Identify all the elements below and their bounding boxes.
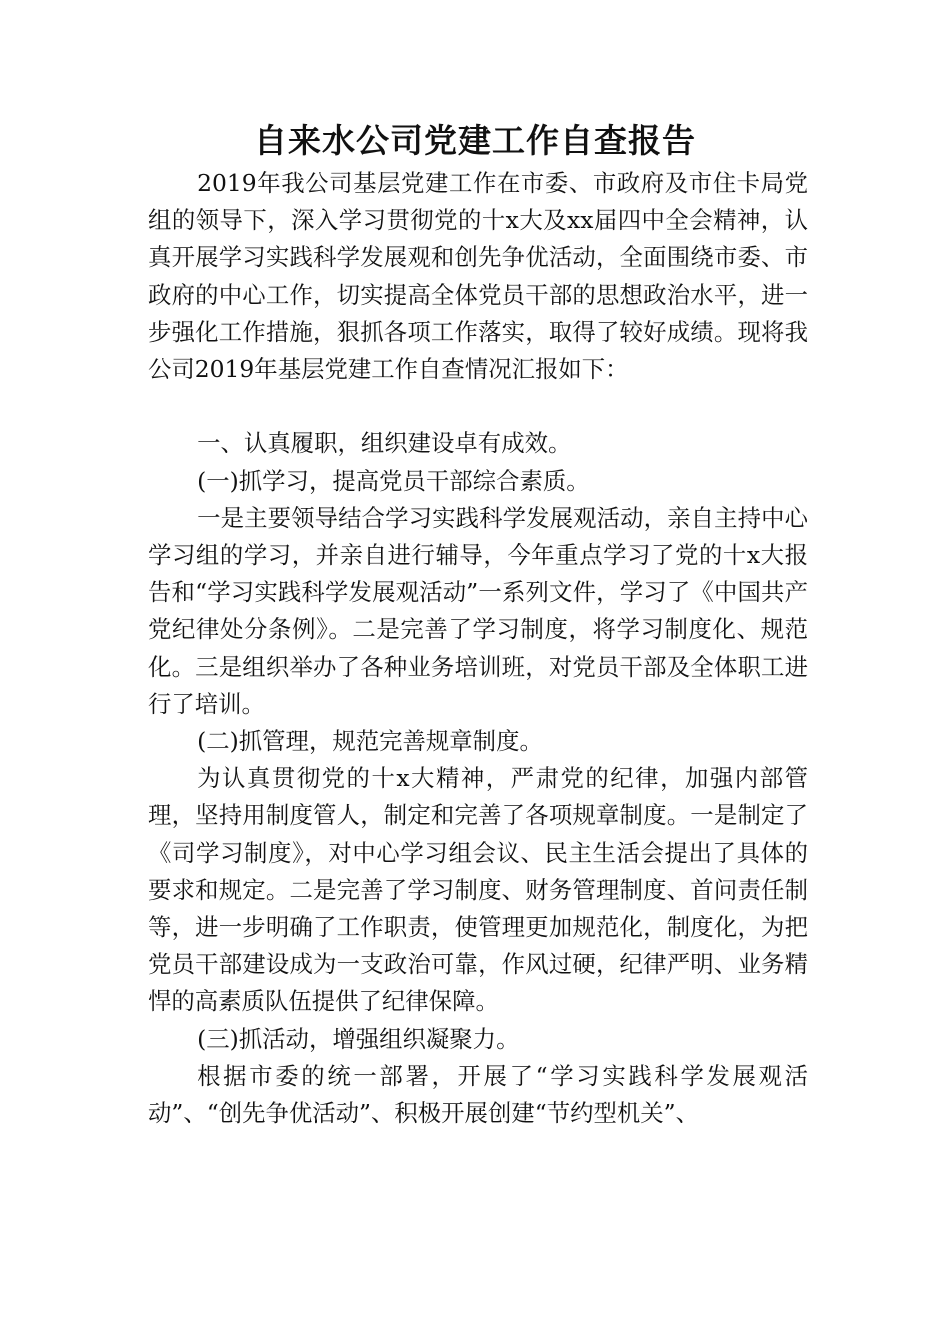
section-heading-1: 一、认真履职，组织建设卓有成效。 bbox=[197, 429, 572, 458]
paragraph-management: 为认真贯彻党的十x大精神，严肃党的纪律，加强内部管理，坚持用制度管人，制定和完善了各项规章制度。一是制定了《司学习制度》，对中心学习组会议、民主生活会提出了具体的要求和规定。二是完善了学习制度、财务管理制度、首问责任制等，进一步明确了工作职责，使管理更加规范化，制度化，为把党员干部建设成为一支政治可靠，作风过硬，纪律严明、业务精悍的高素质队伍提供了纪律保障。 bbox=[148, 764, 808, 1016]
paragraph-intro: 2019年我公司基层党建工作在市委、市政府及市住卡局党组的领导下，深入学习贯彻党的十x大及xx届四中全会精神，认真开展学习实践科学发展观和创先争优活动，全面围绕市委、市政府的中心工作，切实提高全体党员干部的思想政治水平，进一步强化工作措施，狠抓各项工作落实，取得了较好成绩。现将我公司2019年基层党建工作自查情况汇报如下： bbox=[148, 169, 808, 384]
paragraph-activities: 根据市委的统一部署，开展了“学习实践科学发展观活动”、“创先争优活动”、积极开展创建“节约型机关”、 bbox=[148, 1061, 808, 1128]
subsection-heading-2: (二)抓管理，规范完善规章制度。 bbox=[197, 727, 543, 756]
document-body bbox=[148, 165, 808, 1132]
document-title: 自来水公司党建工作自查报告 bbox=[254, 121, 696, 160]
subsection-heading-1: (一)抓学习，提高党员干部综合素质。 bbox=[197, 466, 590, 495]
paragraph-study: 一是主要领导结合学习实践科学发展观活动，亲自主持中心学习组的学习，并亲自进行辅导，今年重点学习了党的十x大报告和“学习实践科学发展观活动”一系列文件，学习了《中国共产党纪律处分条例》。二是完善了学习制度，将学习制度化、规范化。三是组织举办了各种业务培训班，对党员干部及全体职工进行了培训。 bbox=[148, 503, 808, 718]
subsection-heading-3: (三)抓活动，增强组织凝聚力。 bbox=[197, 1024, 520, 1053]
